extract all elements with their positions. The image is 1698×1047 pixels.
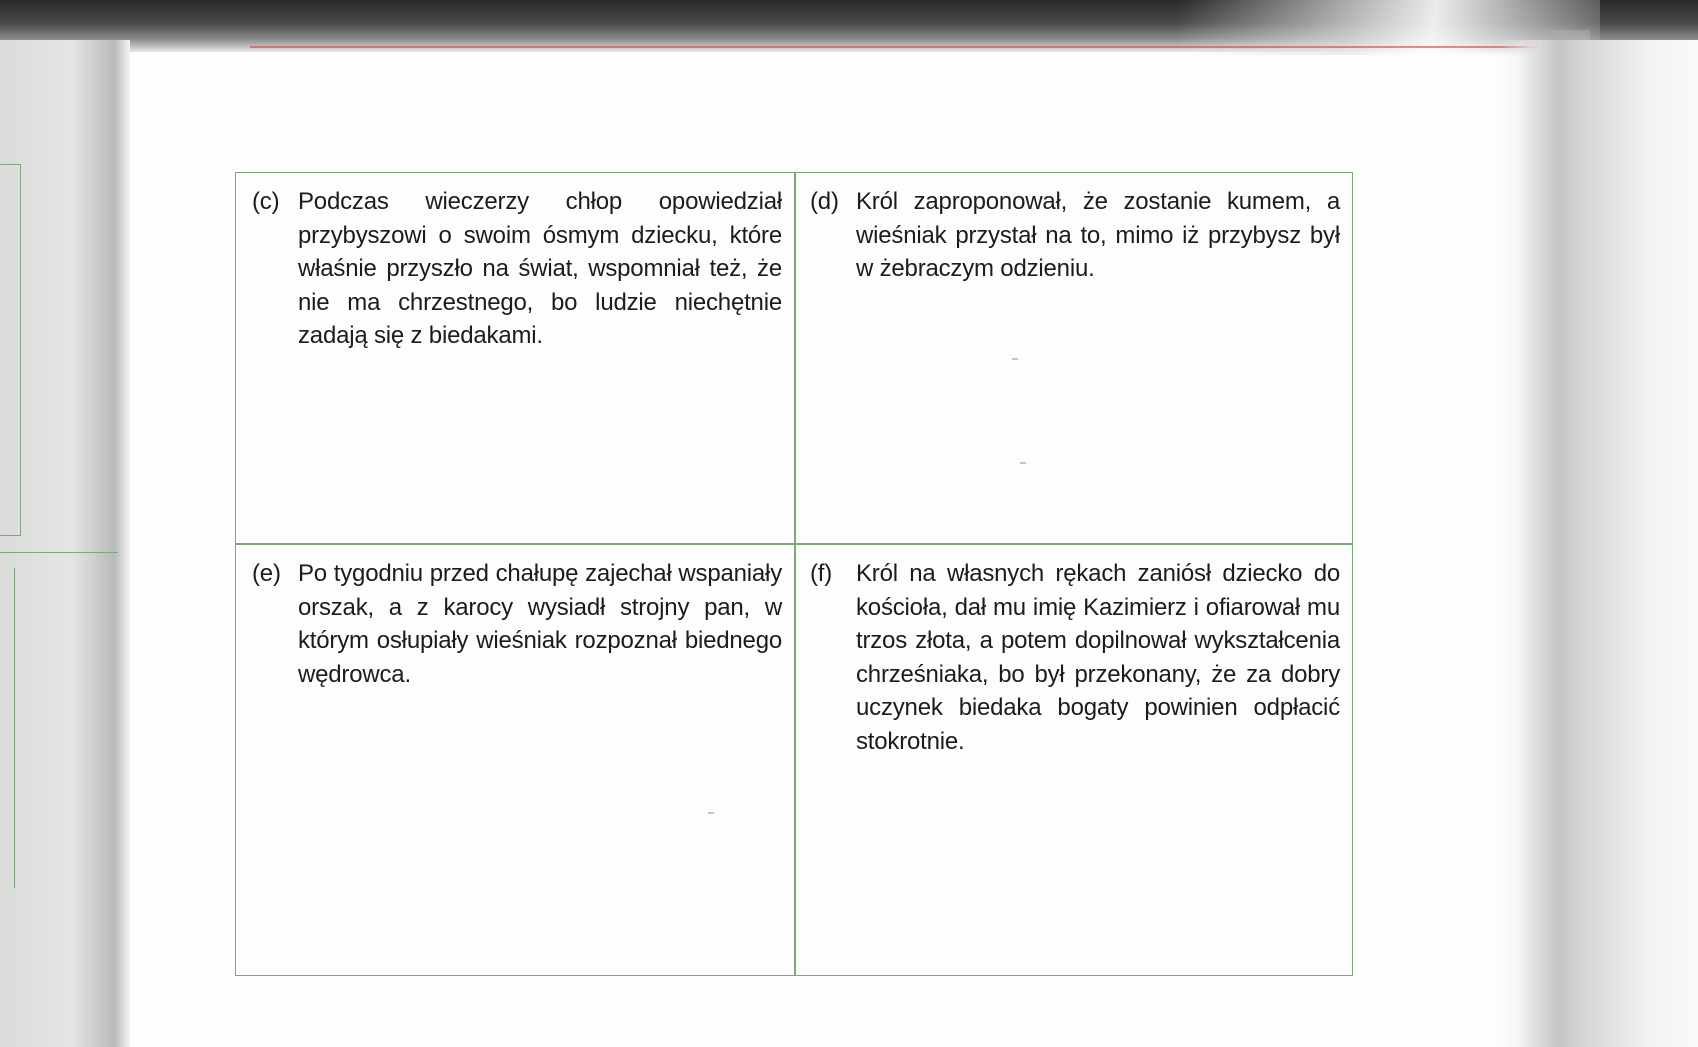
item-marker: (d): [810, 188, 839, 215]
item-marker: (f): [810, 560, 833, 587]
item-marker: (c): [252, 188, 280, 215]
previous-page-box-edge: [0, 568, 15, 888]
page-top-edge: [250, 46, 1590, 48]
grid-horizontal-divider: [236, 543, 1352, 545]
exercise-item-f: [810, 557, 1340, 758]
item-text: Król zaproponował, że zostanie kumem, a wieśniak przystał na to, mimo iż przybysz był w żebraczym odzieniu.: [856, 188, 1340, 282]
item-text: Po tygodniu przed chałupę zajechał wspaniały orszak, a z karocy wysiadł strojny pan, w którym osłupiały wieśniak rozpoznał biednego wędrowca.: [298, 560, 782, 688]
previous-page-divider: [0, 552, 118, 553]
exercise-grid: [235, 172, 1353, 976]
item-text: Podczas wieczerzy chłop opowiedział przybyszowi o swoim ósmym dziecku, które właśnie przyszło na świat, wspomniał też, że nie ma chrzestnego, bo ludzie niechętnie zadają się z biedakami.: [298, 188, 782, 349]
page-edge-shadow: [1520, 30, 1590, 1047]
previous-page-box-edge: [0, 164, 21, 536]
grid-vertical-divider: [794, 173, 796, 975]
exercise-item-c: [252, 185, 782, 353]
exercise-item-d: [810, 185, 1340, 286]
exercise-item-e: [252, 557, 782, 691]
item-text: Król na własnych rękach zaniósł dziecko do kościoła, dał mu imię Kazimierz i ofiarował mu trzos złota, a potem dopilnował wykształcenia chrześniaka, bo był przekonany, że za dobry uczynek biedaka bogaty powinien odpłacić stokrotnie.: [856, 560, 1340, 755]
item-marker: (e): [252, 560, 281, 587]
